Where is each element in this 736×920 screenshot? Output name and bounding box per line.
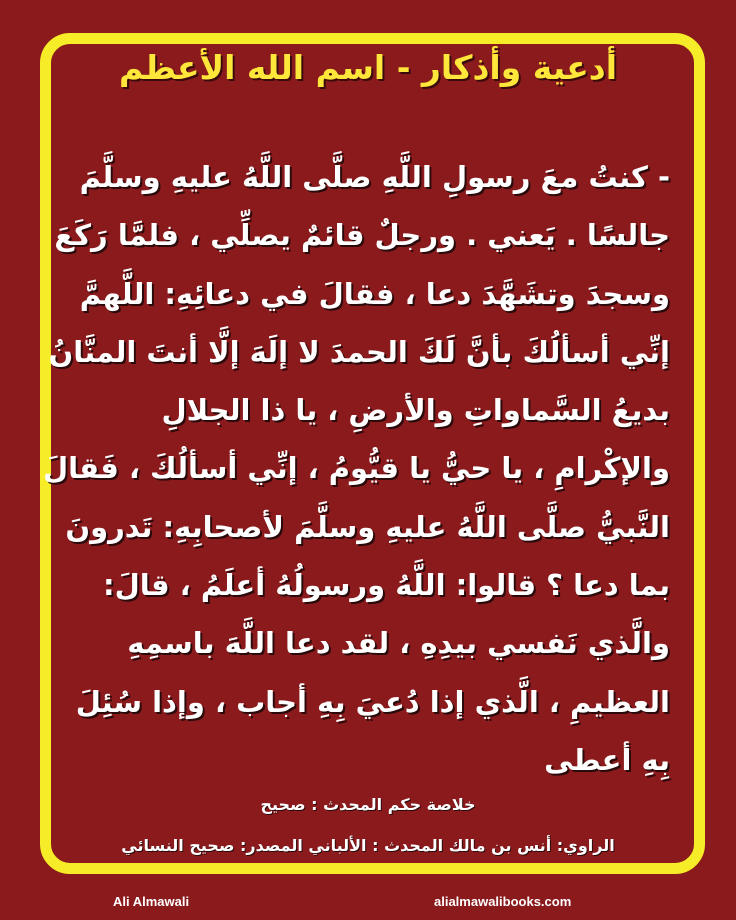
hadith-line: بما دعا ؟ قالوا: اللَّهُ ورسولُهُ أعلَمُ ، قالَ: (102, 568, 670, 603)
hadith-grade: خلاصة حكم المحدث : صحيح (260, 795, 476, 814)
author-credit: Ali Almawali (113, 894, 190, 909)
hadith-line: إنِّي أسألُكَ بأنَّ لَكَ الحمدَ لا إلَهَ إلَّا أنتَ المنَّانُ (48, 334, 670, 369)
page-title: أدعية وأذكار - اسم الله الأعظم (118, 48, 618, 87)
hadith-line: بديعُ السَّماواتِ والأرضِ ، يا ذا الجلالِ (161, 393, 670, 428)
hadith-line: وسجدَ وتشَهَّدَ دعا ، فقالَ في دعائِهِ: اللَّهمَّ (79, 276, 670, 311)
hadith-line: جالسًا . يَعني . ورجلٌ قائمٌ يصلِّي ، فلمَّا رَكَعَ (54, 218, 670, 253)
hadith-line: النَّبيُّ صلَّى اللَّهُ عليهِ وسلَّمَ لأصحابِهِ: تَدرونَ (65, 509, 670, 544)
hadith-line: والإكْرامِ ، يا حيُّ يا قيُّومُ ، إنِّي أسألُكَ ، فَقالَ (42, 451, 670, 486)
hadith-text (42, 148, 670, 789)
website-link[interactable]: alialmawalibooks.com (434, 894, 572, 909)
hadith-line: - كنتُ معَ رسولِ اللَّهِ صلَّى اللَّهُ عليهِ وسلَّمَ (79, 160, 670, 194)
hadith-line: بِهِ أعطى (544, 742, 670, 777)
hadith-source: الراوي: أنس بن مالك المحدث : الألباني المصدر: صحيح النسائي (121, 836, 615, 855)
hadith-line: والَّذي نَفسي بيدِهِ ، لقد دعا اللَّهَ باسمِهِ (127, 626, 670, 661)
hadith-line: العظيمِ ، الَّذي إذا دُعيَ بِهِ أجاب ، وإذا سُئِلَ (75, 684, 670, 719)
